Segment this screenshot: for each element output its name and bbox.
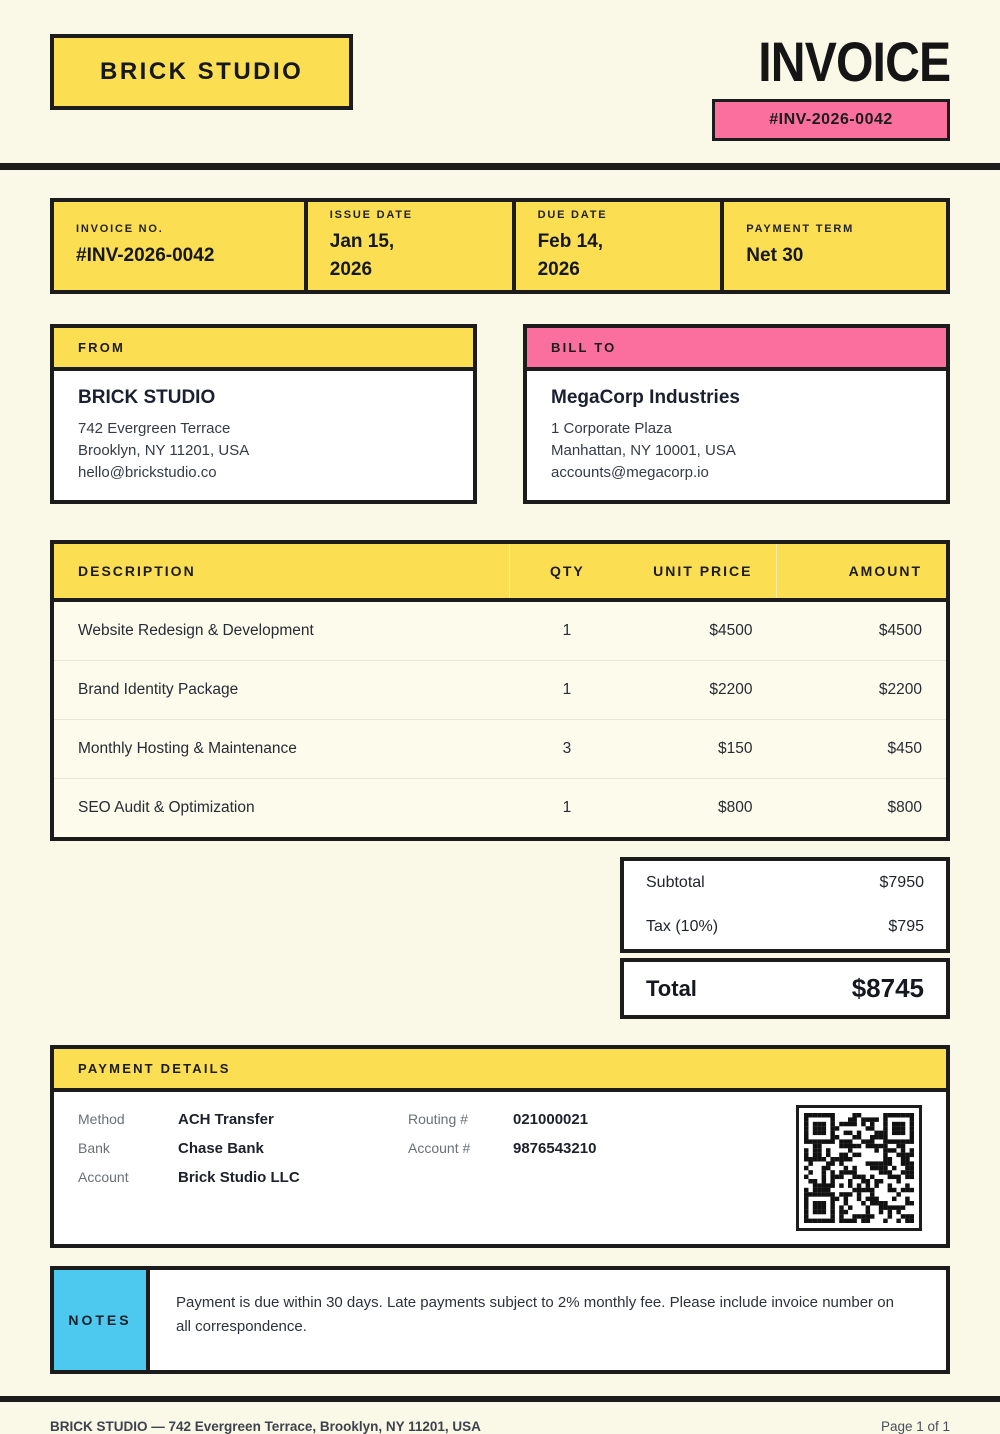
totals-section: [620, 857, 950, 1019]
payment-bank-value: Chase Bank: [178, 1140, 264, 1158]
subtotal-value: $7950: [879, 874, 924, 892]
payment-routing-value: 021000021: [513, 1111, 589, 1129]
item-amount: $800: [887, 799, 922, 817]
footer-page-number: Page 1 of 1: [880, 1419, 950, 1434]
subtotal-label: Subtotal: [646, 874, 705, 892]
payment-method-value: ACH Transfer: [178, 1111, 274, 1129]
parties-section: [50, 324, 950, 504]
item-description: Website Redesign & Development: [78, 622, 314, 640]
meta-due-date: [512, 202, 721, 290]
item-qty: 1: [562, 681, 572, 699]
bill-to-label: BILL TO: [527, 328, 946, 371]
payment-routing-label: Routing #: [408, 1111, 468, 1128]
bill-to-body: [527, 371, 946, 500]
from-email: hello@brickstudio.co: [78, 464, 217, 482]
item-unit-price: $800: [718, 799, 753, 817]
footer-company-address: BRICK STUDIO — 742 Evergreen Terrace, Brooklyn, NY 11201, USA: [50, 1419, 481, 1434]
bill-to-name: MegaCorp Industries: [551, 387, 740, 408]
brand-badge: BRICK STUDIO: [50, 34, 353, 110]
footer: [50, 1419, 950, 1434]
meta-issue-date: [304, 202, 512, 290]
subtotal-box: [620, 857, 950, 953]
item-amount: $4500: [878, 622, 922, 640]
col-header-amount: AMOUNT: [776, 544, 946, 598]
item-amount: $2200: [878, 681, 922, 699]
meta-label: DUE DATE: [537, 208, 608, 221]
payment-col-1: [78, 1105, 408, 1231]
table-row: [54, 719, 946, 778]
payment-details-box: [50, 1045, 950, 1248]
header-divider: [0, 163, 1000, 170]
bill-to-address-line: Manhattan, NY 10001, USA: [551, 442, 736, 460]
col-header-unit-price: UNIT PRICE: [653, 563, 753, 580]
header-right: [712, 30, 950, 141]
invoice-meta-bar: [50, 198, 950, 294]
tax-value: $795: [888, 918, 924, 936]
item-description: Monthly Hosting & Maintenance: [78, 740, 297, 758]
payment-details-body: [54, 1092, 946, 1244]
payment-method-label: Method: [78, 1111, 125, 1128]
meta-value: Feb 14, 2026: [537, 230, 604, 280]
invoice-number-badge: #INV-2026-0042: [712, 99, 950, 141]
payment-account-label: Account: [78, 1169, 129, 1186]
line-items-table: [50, 540, 950, 841]
payment-col-2: [408, 1105, 796, 1231]
bill-to-box: [523, 324, 950, 504]
payment-account-value: Brick Studio LLC: [178, 1169, 300, 1187]
table-header-row: [54, 544, 946, 602]
item-qty: 1: [562, 799, 572, 817]
item-description: SEO Audit & Optimization: [78, 799, 255, 817]
meta-label: PAYMENT TERM: [746, 222, 855, 235]
page-title: INVOICE: [757, 30, 950, 93]
payment-bank-label: Bank: [78, 1140, 110, 1157]
meta-label: ISSUE DATE: [329, 208, 413, 221]
table-row: [54, 778, 946, 837]
from-address-line: Brooklyn, NY 11201, USA: [78, 442, 250, 460]
table-row: [54, 660, 946, 719]
meta-value: Jan 15, 2026: [329, 230, 395, 280]
col-header-description: DESCRIPTION: [78, 563, 196, 580]
from-label: FROM: [54, 328, 473, 371]
payment-account-number-value: 9876543210: [513, 1140, 597, 1158]
bill-to-address-line: 1 Corporate Plaza: [551, 420, 672, 437]
item-unit-price: $150: [718, 740, 753, 758]
from-address-line: 742 Evergreen Terrace: [78, 420, 231, 437]
qr-code-svg: [804, 1113, 914, 1223]
item-unit-price: $2200: [709, 681, 753, 699]
meta-value: #INV-2026-0042: [76, 244, 215, 266]
invoice-header: [0, 0, 1000, 163]
notes-label: NOTES: [54, 1270, 150, 1370]
notes-box: [50, 1266, 950, 1374]
item-qty: 3: [562, 740, 572, 758]
item-qty: 1: [562, 622, 572, 640]
notes-text: Payment is due within 30 days. Late payments subject to 2% monthly fee. Please include invoice number on all correspondence.: [176, 1294, 894, 1336]
from-box: [50, 324, 477, 504]
payment-account-number-label: Account #: [408, 1140, 471, 1157]
total-label: Total: [646, 975, 697, 1001]
grand-total-box: [620, 958, 950, 1019]
meta-label: INVOICE NO.: [76, 222, 164, 235]
meta-invoice-no: [54, 202, 304, 290]
footer-divider: [0, 1396, 1000, 1402]
meta-value: Net 30: [746, 244, 804, 266]
total-value: $8745: [851, 973, 924, 1004]
bill-to-email: accounts@megacorp.io: [551, 464, 709, 482]
from-body: [54, 371, 473, 500]
from-name: BRICK STUDIO: [78, 387, 216, 408]
item-unit-price: $4500: [709, 622, 753, 640]
tax-row: [624, 905, 946, 949]
subtotal-row: [624, 861, 946, 905]
item-amount: $450: [887, 740, 922, 758]
tax-label: Tax (10%): [646, 918, 719, 936]
item-description: Brand Identity Package: [78, 681, 239, 699]
qr-code: [796, 1105, 922, 1231]
meta-payment-term: [720, 202, 946, 290]
table-row: [54, 602, 946, 660]
payment-details-label: PAYMENT DETAILS: [54, 1049, 946, 1092]
col-header-qty: QTY: [509, 544, 625, 598]
